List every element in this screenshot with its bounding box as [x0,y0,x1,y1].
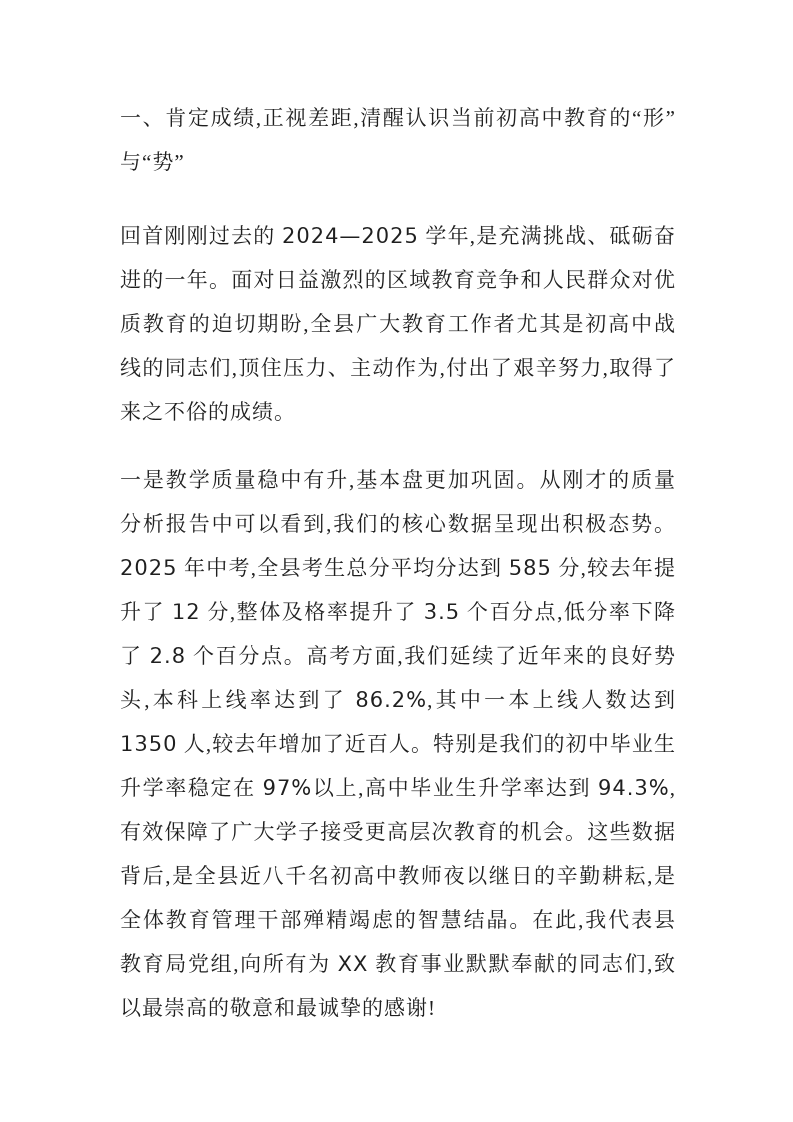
paragraph-achievements: 一是教学质量稳中有升,基本盘更加巩固。从刚才的质量分析报告中可以看到,我们的核心数据呈现出积极态势。2025 年中考,全县考生总分平均分达到 585 分,较去年提升了 12 分,整体及格率提升了 3.5 个百分点,低分率下降了 2.8 个百分点。高考方面,我们延续了近年来的良好势头,本科上线率达到了 86.2%,其中一本上线人数达到 1350 人,较去年增加了近百人。特别是我们的初中毕业生升学率稳定在 97%以上,高中毕业生升学率达到 94.3%,有效保障了广大学子接受更高层次教育的机会。这些数据背后,是全县近八千名初高中教师夜以继日的辛勤耕耘,是全体教育管理干部殚精竭虑的智慧结晶。在此,我代表县教育局党组,向所有为 XX 教育事业默默奉献的同志们,致以最崇高的敬意和最诚挚的感谢! [120,468,676,1020]
section-heading: 一、肯定成绩,正视差距,清醒认识当前初高中教育的“形”与“势” [120,106,676,174]
paragraph-intro: 回首刚刚过去的 2024—2025 学年,是充满挑战、砥砺奋进的一年。面对日益激烈的区域教育竞争和人民群众对优质教育的迫切期盼,全县广大教育工作者尤其是初高中战线的同志们,顶住压力、主动作为,付出了艰辛努力,取得了来之不俗的成绩。 [120,224,676,424]
